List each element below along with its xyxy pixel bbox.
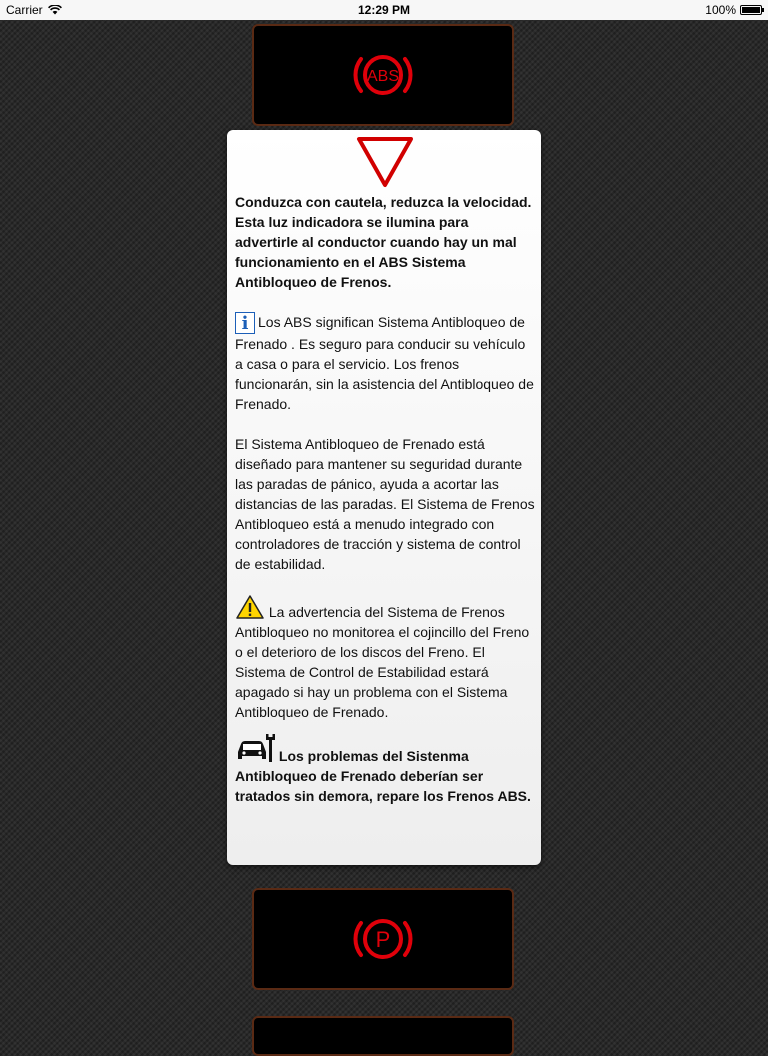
battery-fill xyxy=(742,7,760,13)
warning-paragraph xyxy=(235,594,535,722)
card-heading: Conduzca con cautela, reduzca la velocidad. xyxy=(235,194,532,210)
carrier-indicator xyxy=(6,3,62,17)
parking-brake-icon xyxy=(345,909,421,969)
info-text: Los ABS significan Sistema Antibloqueo de Frenado . Es seguro para conducir su vehículo a casa o para el servicio. Los frenos funcionarán, sin la asistencia del Antibloqueo de Frenado. xyxy=(235,314,534,412)
battery-icon xyxy=(740,5,762,15)
yield-warning-icon xyxy=(356,136,414,188)
parking-label: P xyxy=(375,927,391,952)
warning-info-card xyxy=(227,130,541,865)
status-bar xyxy=(0,0,768,20)
parking-brake-light-tile[interactable] xyxy=(252,888,514,990)
system-paragraph: El Sistema Antibloqueo de Frenado está diseñado para mantener su seguridad durante las paradas de pánico, ayuda a acortar las distancias de las paradas. El Sistema de Frenos Antibloqueo está a menudo integrado con controladores de tracción y sistema de control de estabilidad. xyxy=(235,436,535,572)
battery-indicator xyxy=(705,3,762,17)
repair-paragraph xyxy=(235,732,535,806)
battery-percent: 100% xyxy=(705,3,736,17)
info-paragraph xyxy=(235,312,535,414)
card-description: Esta luz indicadora se ilumina para advertirle al conductor cuando hay un mal funcionamiento en el ABS Sistema Antibloqueo de Frenos. xyxy=(235,214,517,290)
clock: 12:29 PM xyxy=(357,3,411,17)
carrier-label: Carrier xyxy=(6,3,43,17)
abs-label: ABS xyxy=(366,68,400,85)
car-repair-icon xyxy=(235,732,275,764)
abs-warning-icon xyxy=(345,45,421,105)
repair-text: Los problemas del Sistenma Antibloqueo de Frenado deberían ser tratados sin demora, repare los Frenos ABS. xyxy=(235,748,531,804)
next-light-tile[interactable] xyxy=(252,1016,514,1056)
abs-light-tile[interactable] xyxy=(252,24,514,126)
info-icon: i xyxy=(235,312,255,334)
card-header xyxy=(235,136,535,192)
warning-text: La advertencia del Sistema de Frenos Antibloqueo no monitorea el cojincillo del Freno o el deterioro de los discos del Freno. El Sistema de Control de Estabilidad estará apagado si hay un problema con el Sistema Antibloqueo de Frenado. xyxy=(235,604,530,720)
wifi-icon xyxy=(48,5,62,15)
caution-triangle-icon xyxy=(235,594,265,620)
